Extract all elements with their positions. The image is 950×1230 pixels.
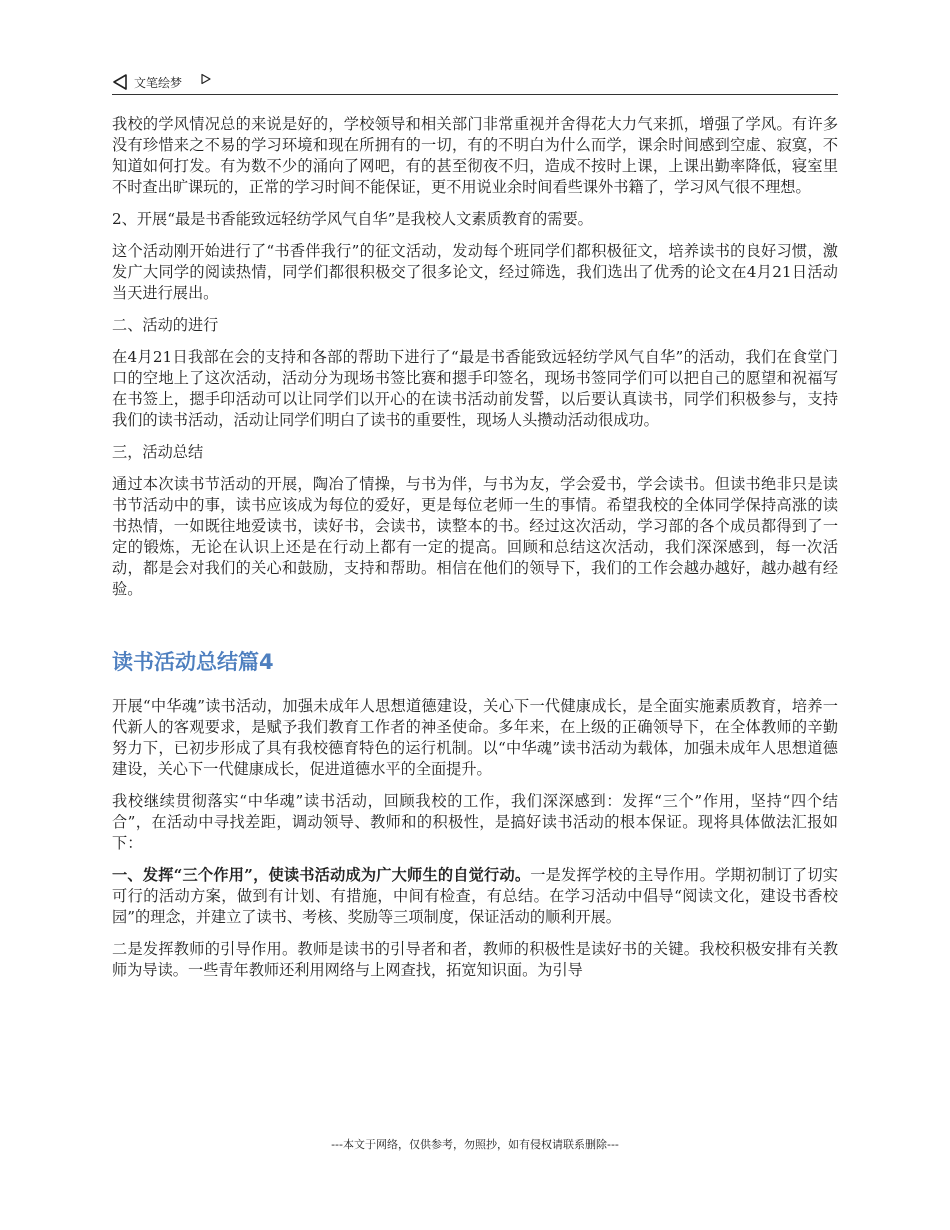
paragraph: 我校的学风情况总的来说是好的，学校领导和相关部门非常重视并舍得花大力气来抓，增强了学风。有许多没有珍惜来之不易的学习环境和现在所拥有的一切，有的不明白为什么而学，课余时间感到空虚、寂寞，不知道如何打发。有为数不少的涌向了网吧，有的甚至彻夜不归，造成不按时上课，上课出勤率降低，寝室里不时查出旷课玩的，正常的学习时间不能保证，更不用说业余时间看些课外书籍了，学习风气很不理想。 [112,115,838,196]
paragraph: 这个活动刚开始进行了“书香伴我行”的征文活动，发动每个班同学们都积极征文，培养读书的良好习惯，激发广大同学的阅读热情，同学们都很积极交了很多论文，经过筛选，我们选出了优秀的论文在4月21日活动当天进行展出。 [112,242,838,302]
section-title: 读书活动总结篇4 [112,650,274,674]
paragraph: 二是发挥教师的引导作用。教师是读书的引导者和者，教师的积极性是读好书的关键。我校积极安排有关教师为导读。一些青年教师还利用网络与上网查找，拓宽知识面。为引导 [112,940,838,979]
triangle-right-icon [200,73,212,85]
subheading: 三，活动总结 [112,443,204,461]
document-body [112,114,838,992]
paragraph: 2、开展“最是书香能致远轻纺学风气自华”是我校人文素质教育的需要。 [112,210,593,228]
triangle-left-icon [112,74,128,90]
paragraph: 开展“中华魂”读书活动，加强未成年人思想道德建设，关心下一代健康成长，是全面实施素质教育，培养一代新人的客观要求，是赋予我们教育工作者的神圣使命。多年来，在上级的正确领导下，在全体教师的辛勤努力下，已初步形成了具有我校德育特色的运行机制。以“中华魂”读书活动为载体，加强未成年人思想道德建设，关心下一代健康成长，促进道德水平的全面提升。 [112,697,838,778]
paragraph [112,865,838,928]
page-footer: ---本文于网络，仅供参考，勿照抄，如有侵权请联系删除--- [331,1138,619,1151]
page-header [112,72,838,95]
paragraph-rest: 一是发挥学校的主导作用。学期初制订了切实可行的活动方案，做到有计划、有措施，中间有检查，有总结。在学习活动中倡导“阅读文化，建设书香校园”的理念，并建立了读书、考核、奖励等三项制度，保证活动的顺利开展。 [112,866,838,926]
paragraph: 通过本次读书节活动的开展，陶冶了情操，与书为伴，与书为友，学会爱书，学会读书。但读书绝非只是读书节活动中的事，读书应该成为每位的爱好，更是每位老师一生的事情。希望我校的全体同学保持高涨的读书热情，一如既往地爱读书，读好书，会读书，读整本的书。经过这次活动，学习部的各个成员都得到了一定的锻炼，无论在认识上还是在行动上都有一定的提高。回顾和总结这次活动，我们深深感到，每一次活动，都是会对我们的关心和鼓励，支持和帮助。相信在他们的领导下，我们的工作会越办越好，越办越有经验。 [112,475,838,598]
bold-lead: 一、发挥“三个作用”，使读书活动成为广大师生的自觉行动。 [112,866,531,884]
header-brand: 文笔绘梦 [134,76,183,90]
paragraph: 我校继续贯彻落实“中华魂”读书活动，回顾我校的工作，我们深深感到：发挥“三个”作用，坚持“四个结合”，在活动中寻找差距，调动领导、教师和的积极性，是搞好读书活动的根本保证。现将具体做法汇报如下： [112,792,838,852]
paragraph: 在4月21日我部在会的支持和各部的帮助下进行了“最是书香能致远轻纺学风气自华”的活动，我们在食堂门口的空地上了这次活动，活动分为现场书签比赛和摁手印签名，现场书签同学们可以把自己的愿望和祝福写在书签上，摁手印活动可以让同学们以开心的在读书活动前发誓，以后要认真读书，同学们积极参与，支持我们的读书活动，活动让同学们明白了读书的重要性，现场人头攒动活动很成功。 [112,348,838,429]
subheading: 二、活动的进行 [112,316,219,334]
